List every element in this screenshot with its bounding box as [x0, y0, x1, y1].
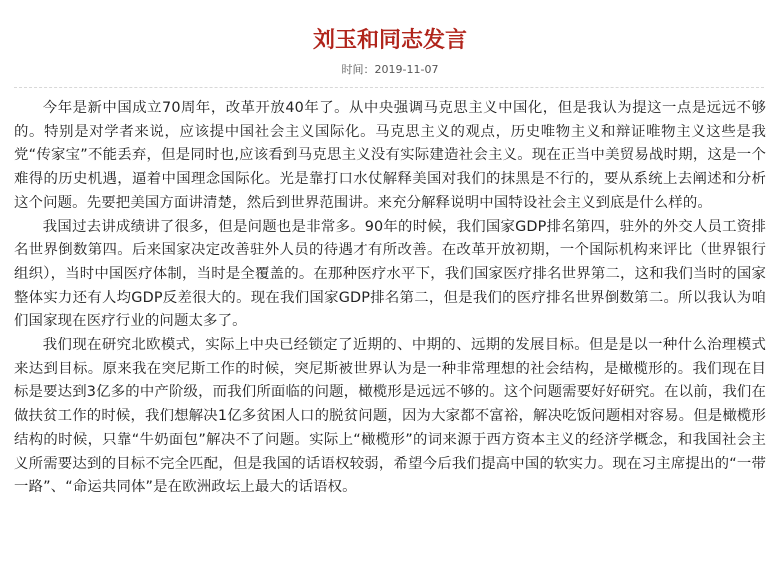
paragraph: 我国过去讲成绩讲了很多，但是问题也是非常多。90年的时候，我们国家GDP排名第四，驻外的外交人员工资排名世界倒数第四。后来国家决定改善驻外人员的待遇才有所改善。在改革开放初期，一个国际机构来评比（世界银行组织），当时中国医疗体制，当时是全覆盖的。在那种医疗水平下，我们国家医疗排名世界第二，这和我们当时的国家整体实力还有人均GDP反差很大的。现在我们国家GDP排名第二，但是我们的医疗排名世界倒数第二。所以我认为咱们国家现在医疗行业的问题太多了。: [14, 218, 766, 330]
paragraph: 我们现在研究北欧模式，实际上中央已经锁定了近期的、中期的、远期的发展目标。但是是以一种什么治理模式来达到目标。原来我在突尼斯工作的时候，突尼斯被世界认为是一种非常理想的社会结构，是橄榄形的。我们现在目标是要达到3亿多的中产阶级，而我们所面临的问题，橄榄形是远远不够的。这个问题需要好好研究。在以前，我们在做扶贫工作的时候，我们想解决1亿多贫困人口的脱贫问题，因为大家都不富裕，解决吃饭问题相对容易。但是橄榄形结构的时候，只靠“牛奶面包”解决不了问题。实际上“橄榄形”的词来源于西方资本主义的经济学概念，和我国社会主义所需要达到的目标不完全匹配，但是我国的话语权较弱，希望今后我们提高中国的软实力。现在习主席提出的“一带一路”、“命运共同体”是在欧洲政坛上最大的话语权。: [14, 337, 766, 496]
article-title: 刘玉和同志发言: [312, 28, 467, 53]
paragraph: 今年是新中国成立70周年，改革开放40年了。从中央强调马克思主义中国化，但是我认为提这一点是远远不够的。特别是对学者来说，应该提中国社会主义国际化。马克思主义的观点，历史唯物主义和辩证唯物主义这些是我党“传家宝”不能丢弃，但是同时也,应该看到马克思主义没有实际建造社会主义。现在正当中美贸易战时期，这是一个难得的历史机遇，逼着中国理念国际化。光是靠打口水仗解释美国对我们的抹黑是不行的，要从系统上去阐述和分析这个问题。先要把美国方面讲清楚，然后到世界范围讲。来充分解释说明中国特设社会主义到底是什么样的。: [14, 100, 766, 211]
publish-date: 时间：2019-11-07: [341, 63, 439, 76]
title-divider: [14, 87, 764, 88]
article-body: [14, 97, 766, 500]
